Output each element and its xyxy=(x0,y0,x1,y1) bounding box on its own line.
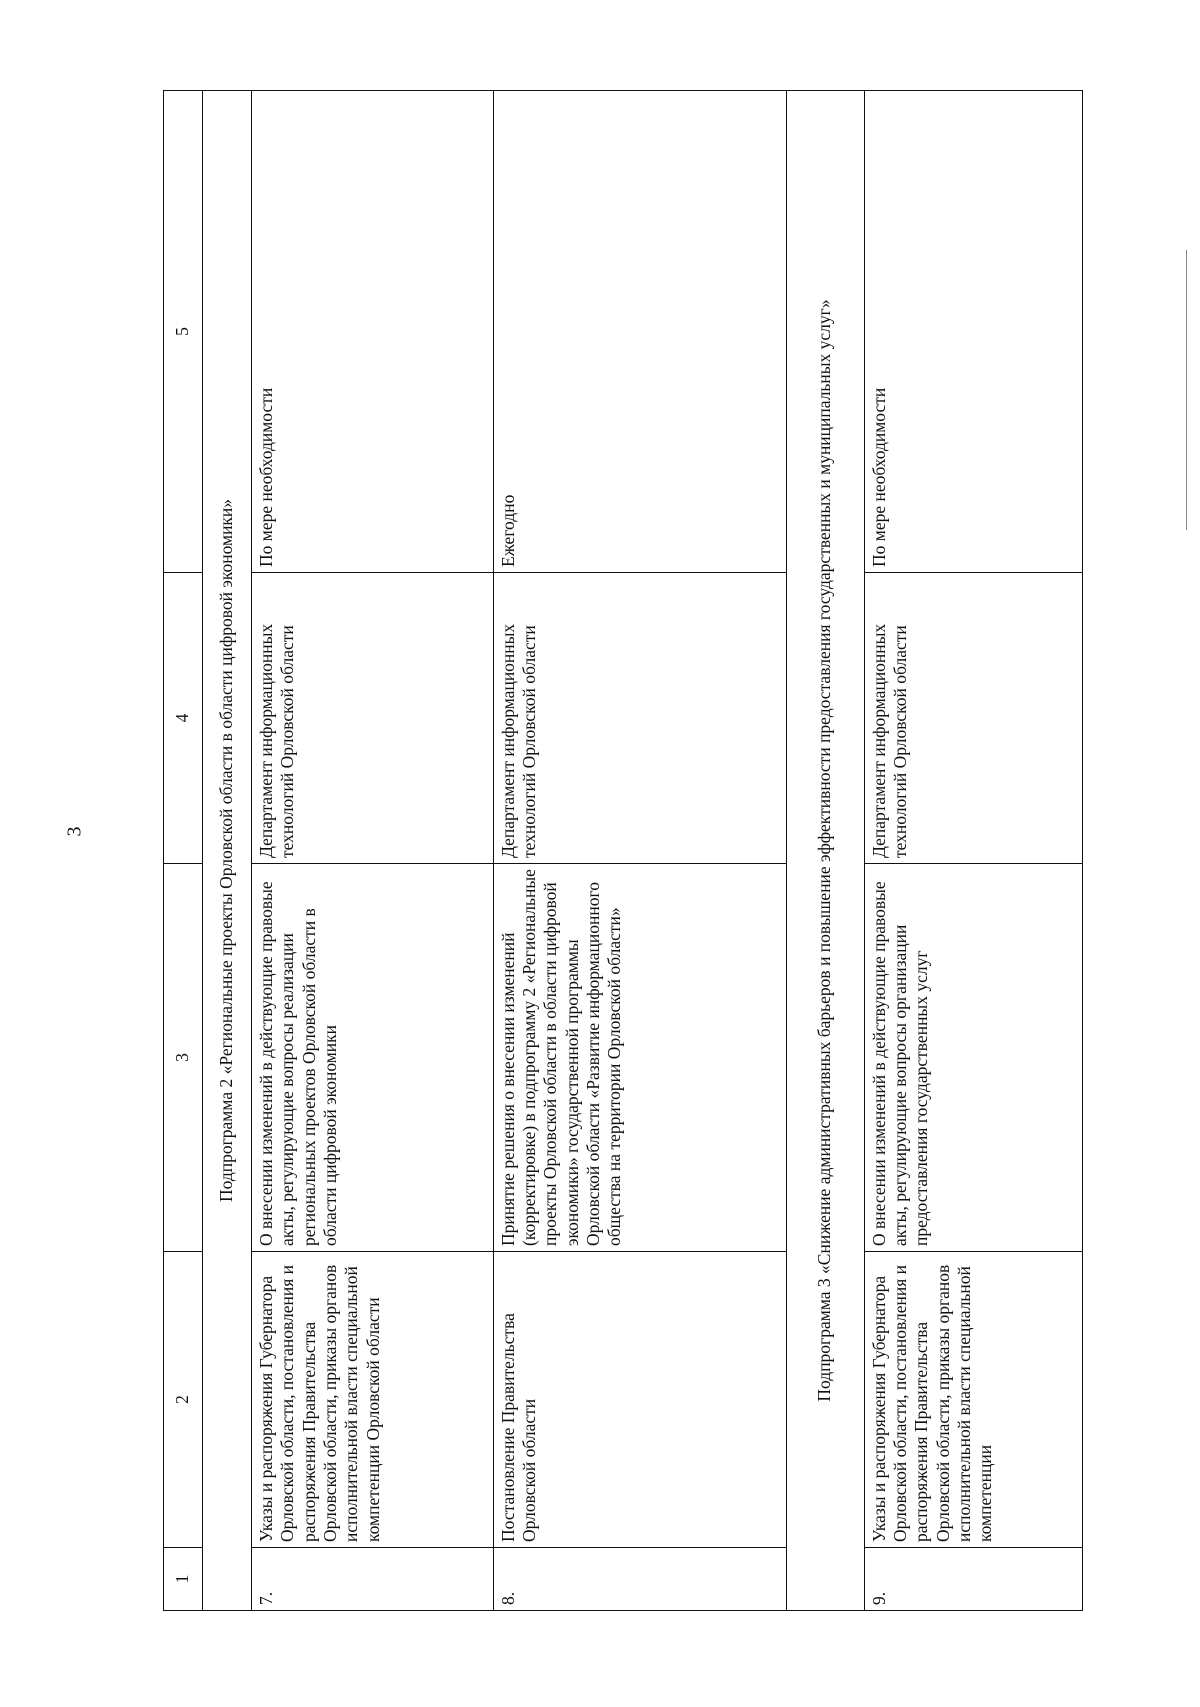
section-title-subprogram-2: Подпрограмма 2 «Региональные проекты Орловской области в области цифровой экономики» xyxy=(202,91,251,1611)
row-number: 9. xyxy=(864,1548,1082,1611)
column-header-5: 5 xyxy=(164,91,203,573)
table-header-row xyxy=(164,91,203,1611)
row-number: 8. xyxy=(493,1548,786,1611)
rotated-table-container xyxy=(163,91,1083,1611)
deadline-cell: По мере необходимости xyxy=(251,91,493,573)
table-row xyxy=(251,91,493,1611)
column-header-3: 3 xyxy=(164,864,203,1252)
section-row-subprogram-3 xyxy=(786,91,864,1611)
deadline-cell: По мере необходимости xyxy=(864,91,1082,573)
margin-line xyxy=(1186,250,1187,530)
deadline-cell: Ежегодно xyxy=(493,91,786,573)
column-header-4: 4 xyxy=(164,573,203,864)
act-title-cell: О внесении изменений в действующие правовые акты, регулирующие вопросы организации предоставления государственных услуг xyxy=(864,864,1082,1252)
column-header-1: 1 xyxy=(164,1548,203,1611)
act-kind-cell: Указы и распоряжения Губернатора Орловской области, постановления и распоряжения Правительства Орловской области, приказы органов исполнительной власти специальной компетенции Орловской области xyxy=(251,1252,493,1548)
table-row xyxy=(493,91,786,1611)
act-title-cell: О внесении изменений в действующие правовые акты, регулирующие вопросы реализации региональных проектов Орловской области в области цифровой экономики xyxy=(251,864,493,1252)
section-title-subprogram-3: Подпрограмма 3 «Снижение административных барьеров и повышение эффективности предоставления государственных и муниципальных услуг» xyxy=(786,91,864,1611)
table-row xyxy=(864,91,1082,1611)
executor-cell: Департамент информационных технологий Орловской области xyxy=(251,573,493,864)
column-header-2: 2 xyxy=(164,1252,203,1548)
act-kind-cell: Указы и распоряжения Губернатора Орловской области, постановления и распоряжения Правительства Орловской области, приказы органов исполнительной власти специальной компетенции xyxy=(864,1252,1082,1548)
page-number: 3 xyxy=(63,826,86,837)
act-title-cell: Принятие решения о внесении изменений (корректировке) в подпрограмму 2 «Региональные проекты Орловской области в области цифровой экономики» государственной программы Орловской области «Развитие информационного общества на территории Орловской области» xyxy=(493,864,786,1252)
executor-cell: Департамент информационных технологий Орловской области xyxy=(864,573,1082,864)
row-number: 7. xyxy=(251,1548,493,1611)
section-row-subprogram-2 xyxy=(202,91,251,1611)
measures-table xyxy=(163,90,1083,1611)
executor-cell: Департамент информационных технологий Орловской области xyxy=(493,573,786,864)
act-kind-cell: Постановление Правительства Орловской области xyxy=(493,1252,786,1548)
